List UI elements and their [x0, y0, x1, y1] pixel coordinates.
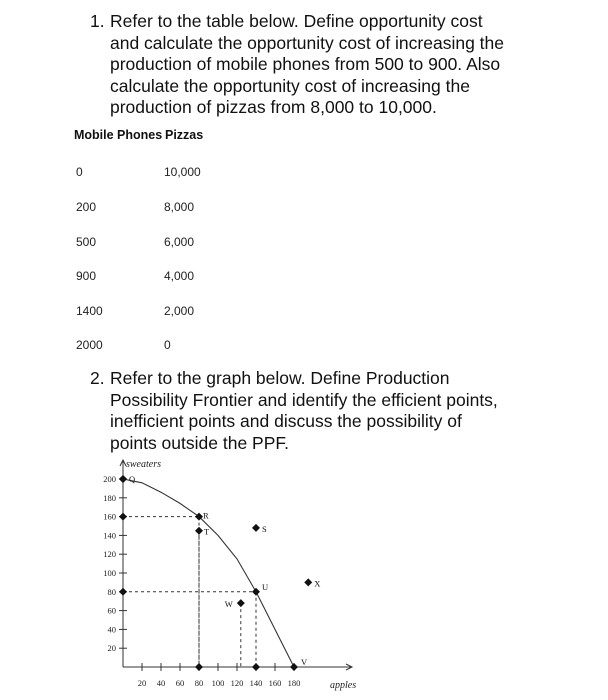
mobile-cell: 1400	[76, 304, 103, 318]
mobile-cell: 200	[76, 200, 97, 214]
y-tick-label: 40	[107, 624, 116, 635]
axis-marker	[252, 663, 260, 671]
pizzas-cell: 6,000	[164, 235, 195, 249]
mobile-cell: 500	[76, 235, 97, 249]
pizzas-cell: 8,000	[164, 200, 195, 214]
x-tick-label: 120	[230, 678, 244, 688]
point-v-label: V	[301, 657, 308, 667]
point-w-marker	[237, 599, 245, 607]
question-2-line: inefficient points and discuss the possibility of	[110, 411, 462, 431]
pizzas-cell: 10,000	[164, 165, 201, 179]
x-tick-label: 180	[287, 678, 301, 688]
y-tick-label: 100	[103, 568, 116, 578]
point-u-label: U	[262, 581, 269, 592]
question-2-line: Refer to the graph below. Define Production	[110, 368, 450, 388]
point-r-label: R	[203, 510, 209, 521]
y-tick-label: 60	[107, 605, 116, 616]
question-2-number: 2.	[90, 368, 105, 388]
axis-marker	[119, 513, 127, 521]
point-t-marker	[195, 527, 203, 535]
point-q-label: Q	[129, 474, 136, 484]
x-tick-label: 80	[194, 678, 204, 688]
axis-marker	[119, 588, 127, 596]
x-tick-label: 20	[137, 678, 147, 688]
y-tick-label: 180	[103, 492, 116, 503]
mobile-cell: 2000	[76, 338, 103, 352]
question-1-number: 1.	[90, 11, 105, 31]
mobile-cell: 900	[76, 269, 97, 283]
point-u-marker	[252, 588, 260, 596]
ppf-curve-line	[123, 479, 294, 667]
point-s-marker	[252, 524, 260, 532]
y-tick-label: 20	[107, 643, 116, 654]
x-tick-label: 60	[175, 678, 185, 688]
question-1-line: calculate the opportunity cost of increasing the	[110, 75, 470, 96]
question-1-line: and calculate the opportunity cost of increasing the	[110, 32, 504, 53]
x-tick-label: 160	[268, 678, 282, 688]
point-t-label: T	[204, 526, 210, 537]
axis-marker	[195, 663, 203, 671]
question-1-line: Refer to the table below. Define opportunity cost	[110, 11, 483, 31]
pizzas-cell: 2,000	[164, 304, 195, 318]
question-2-line: points outside the PPF.	[110, 432, 289, 453]
point-v-marker	[290, 663, 298, 671]
question-1-line: production of pizzas from 8,000 to 10,000.	[110, 97, 437, 117]
question-1-line: production of mobile phones from 500 to 900. Also	[110, 54, 501, 74]
point-x-marker	[304, 578, 312, 586]
y-tick-label: 140	[103, 530, 116, 541]
pizzas-cell: 0	[164, 338, 171, 352]
point-w-label: W	[224, 599, 233, 610]
y-tick-label: 160	[103, 511, 116, 522]
y-tick-label: 200	[103, 474, 116, 484]
y-tick-label: 120	[103, 549, 116, 560]
x-tick-label: 40	[156, 678, 166, 688]
point-x-label: X	[314, 578, 321, 589]
y-axis-label: sweaters	[126, 459, 161, 470]
x-tick-label: 100	[211, 678, 225, 688]
mobile-cell: 0	[76, 165, 83, 179]
header-pizzas: Pizzas	[165, 128, 204, 142]
x-axis-label: apples	[330, 680, 357, 691]
point-s-label: S	[262, 523, 267, 534]
point-q-marker	[119, 475, 127, 483]
header-mobile-phones: Mobile Phones	[74, 128, 163, 142]
x-tick-label: 140	[249, 678, 263, 688]
pizzas-cell: 4,000	[164, 269, 195, 283]
question-2-line: Possibility Frontier and identify the efficient points,	[110, 389, 498, 410]
y-tick-label: 80	[107, 586, 116, 597]
